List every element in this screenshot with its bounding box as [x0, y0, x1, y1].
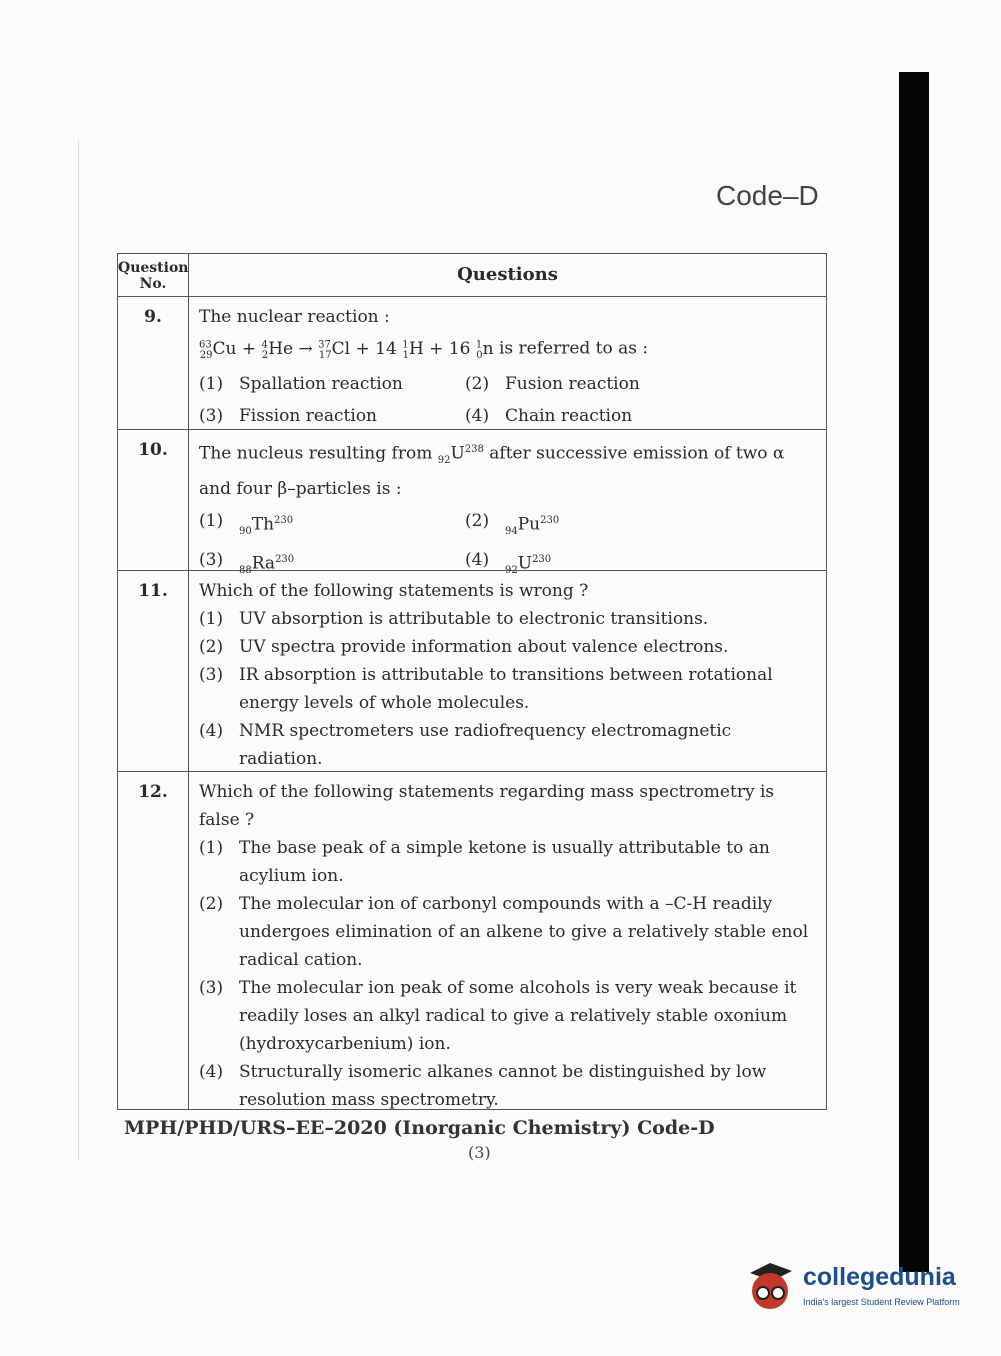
nuclear-equation [199, 331, 820, 370]
equation-formula: $^{63}_{29}$Cu + $^4_2$He → $^{37}_{17}$Cl + 14 $^1_1$H + 16 $^1_0$n [199, 338, 499, 362]
logo-tagline: India's largest Student Review Platform [803, 1297, 960, 1307]
logo-wordmark: collegedunia [803, 1263, 956, 1291]
col1-line1: Question [118, 260, 189, 276]
col-question-no [118, 254, 189, 296]
option-1: (1) $_{90}Th^{230}$ [199, 511, 294, 538]
option-1: (1) The base peak of a simple ketone is usually attributable to an acylium ion. [199, 838, 770, 886]
question-stem: The nucleus resulting from $_{92}U^{238}$ after successive emission of two α and four β–particles is : [199, 443, 785, 500]
code-label: Code–D [716, 180, 819, 211]
col-questions: Questions [457, 264, 558, 285]
question-number: 11. [118, 571, 189, 771]
question-stem: The nuclear reaction : [199, 307, 390, 327]
option-3: (3) IR absorption is attributable to transitions between rotational energy levels of whole molecules. [199, 665, 773, 713]
page-number: (3) [468, 1143, 491, 1162]
question-table [117, 253, 827, 1110]
option-2: (2) Fusion reaction [465, 374, 640, 395]
col1-line2: No. [139, 276, 167, 292]
question-row-9 [118, 297, 826, 430]
option-2: (2) $_{94}Pu^{230}$ [465, 511, 560, 538]
option-3: (3) $_{88}Ra^{230}$ [199, 550, 295, 577]
page-margin-line [78, 140, 79, 1160]
question-row-11 [118, 571, 826, 772]
question-body [189, 430, 826, 577]
question-number: 12. [118, 772, 189, 1109]
question-number: 9. [118, 297, 189, 429]
option-2: (2) The molecular ion of carbonyl compounds with a –C-H readily undergoes elimination of an alkene to give a relatively stable enol radical cation. [199, 894, 809, 970]
option-4: (4) NMR spectrometers use radiofrequency electromagnetic radiation. [199, 721, 732, 769]
question-number: 10. [118, 430, 189, 570]
question-row-12 [118, 772, 826, 1109]
black-edge-bar [899, 72, 929, 1272]
option-2: (2) UV spectra provide information about valence electrons. [199, 637, 729, 657]
question-stem: Which of the following statements is wrong ? [199, 581, 589, 601]
equation-tail: is referred to as : [498, 338, 649, 359]
question-body [189, 772, 826, 1109]
option-3: (3) The molecular ion peak of some alcohols is very weak because it readily loses an alkyl radical to give a relatively stable oxonium (hydroxycarbenium) ion. [199, 978, 797, 1054]
question-body [189, 571, 826, 771]
question-row-10 [118, 430, 826, 577]
options [199, 370, 820, 430]
option-1: (1) UV absorption is attributable to electronic transitions. [199, 609, 709, 629]
footer-title: MPH/PHD/URS–EE–2020 (Inorganic Chemistry) Code-D [124, 1117, 715, 1139]
option-4: (4) Chain reaction [465, 406, 633, 427]
question-body [189, 297, 826, 429]
option-3: (3) Fission reaction [199, 406, 378, 427]
option-4: (4) Structurally isomeric alkanes cannot be distinguished by low resolution mass spectrometry. [199, 1062, 767, 1110]
table-header [118, 254, 826, 297]
option-1: (1) Spallation reaction [199, 374, 403, 395]
option-4: (4) $_{92}U^{230}$ [465, 550, 552, 577]
question-stem: Which of the following statements regarding mass spectrometry is false ? [199, 782, 775, 830]
